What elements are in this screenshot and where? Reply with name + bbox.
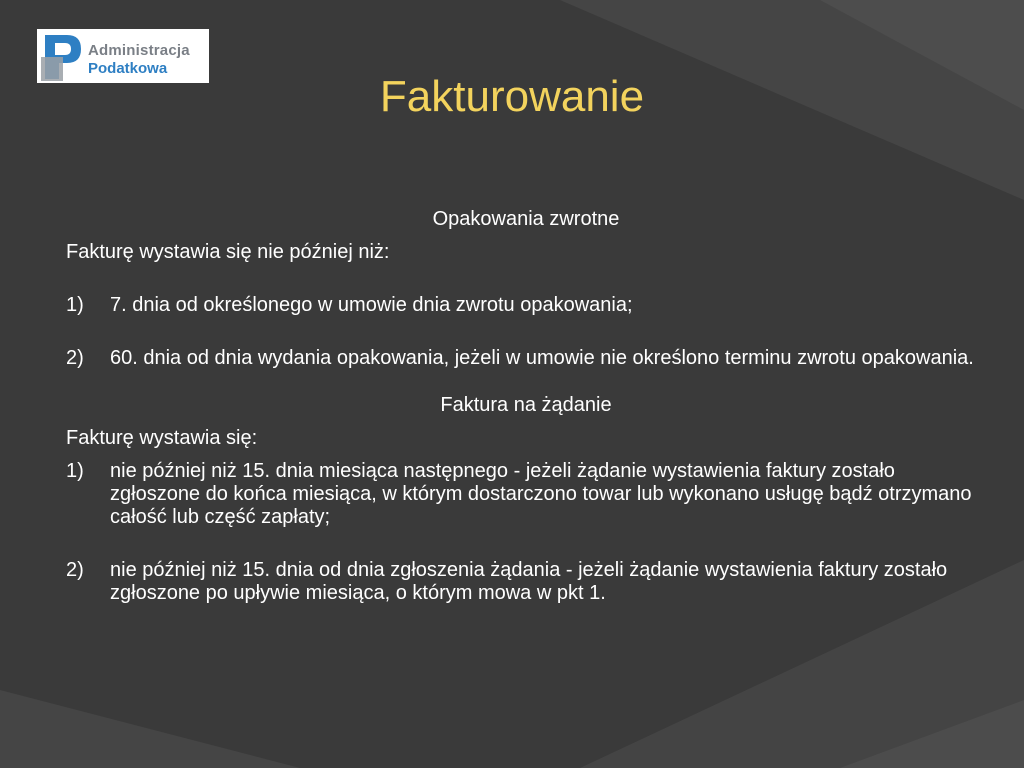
list-text: nie później niż 15. dnia od dnia zgłoszenia żądania - jeżeli żądanie wystawienia faktury zostało zgłoszone po upływie miesiąca, o którym mowa w pkt 1. <box>110 559 948 604</box>
list-item <box>66 559 986 605</box>
list-text: 60. dnia od dnia wydania opakowania, jeżeli w umowie nie określono terminu zwrotu opakowania. <box>110 347 974 369</box>
section2-heading: Faktura na żądanie <box>440 394 612 416</box>
slide-content <box>66 208 986 605</box>
section2-intro: Fakturę wystawia się: <box>66 427 258 449</box>
list-item <box>66 347 986 370</box>
section1-heading: Opakowania zwrotne <box>432 208 620 230</box>
list-number: 1) <box>66 294 84 316</box>
list-text: nie później niż 15. dnia miesiąca następnego - jeżeli żądanie wystawienia faktury zostało zgłoszone do końca miesiąca, w którym dostarczono towar lub wykonano usługę bądź otrzymano całość lub część zapłaty; <box>110 460 972 528</box>
list-text: 7. dnia od określonego w umowie dnia zwrotu opakowania; <box>110 294 633 316</box>
section1-intro: Fakturę wystawia się nie później niż: <box>66 241 390 263</box>
logo-text-line1: Administracja <box>88 42 190 59</box>
slide-title: Fakturowanie <box>379 72 645 121</box>
list-item <box>66 294 986 317</box>
list-number: 2) <box>66 347 84 369</box>
list-number: 2) <box>66 559 84 581</box>
list-number: 1) <box>66 460 84 482</box>
list-item <box>66 460 986 529</box>
logo-text-line2: Podatkowa <box>88 60 168 77</box>
